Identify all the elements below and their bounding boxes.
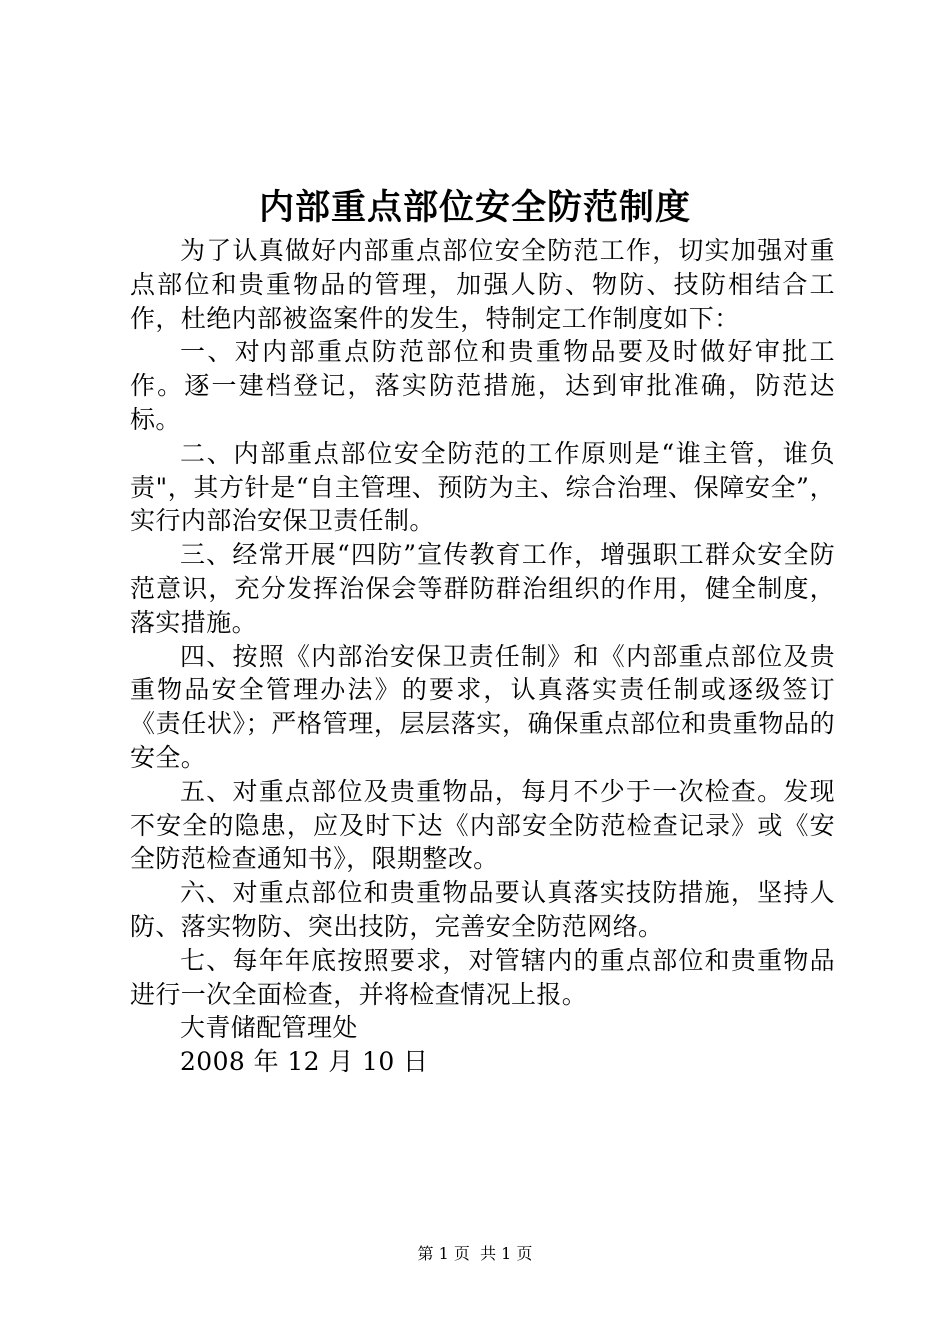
rule-paragraph-4: 四、按照《内部治安保卫责任制》和《内部重点部位及贵重物品安全管理办法》的要求，认真落实责任制或逐级签订《责任状》；严格管理，层层落实，确保重点部位和贵重物品的安全。 (130, 641, 835, 772)
rule-paragraph-2: 二、内部重点部位安全防范的工作原则是“谁主管，谁负责"，其方针是“自主管理、预防为主、综合治理、保障安全”，实行内部治安保卫责任制。 (130, 438, 835, 536)
page-total: 共 1 页 (480, 1244, 533, 1263)
rule-paragraph-5: 五、对重点部位及贵重物品，每月不少于一次检查。发现不安全的隐患，应及时下达《内部安全防范检查记录》或《安全防范检查通知书》，限期整改。 (130, 776, 835, 874)
footer-separator (470, 1244, 480, 1263)
signature-organization: 大青储配管理处 (180, 1013, 358, 1043)
page-number: 第 1 页 (417, 1244, 470, 1263)
intro-paragraph: 为了认真做好内部重点部位安全防范工作，切实加强对重点部位和贵重物品的管理，加强人防、物防、技防相结合工作，杜绝内部被盗案件的发生，特制定工作制度如下： (130, 236, 835, 333)
document-title: 内部重点部位安全防范制度 (258, 188, 691, 228)
signature-date: 2008 年 12 月 10 日 (180, 1047, 429, 1077)
page-footer (0, 1243, 950, 1265)
rule-paragraph-3: 三、经常开展“四防”宣传教育工作，增强职工群众安全防范意识，充分发挥治保会等群防群治组织的作用，健全制度，落实措施。 (130, 540, 835, 637)
rule-paragraph-6: 六、对重点部位和贵重物品要认真落实技防措施，坚持人防、落实物防、突出技防，完善安全防范网络。 (130, 878, 835, 941)
rule-paragraph-1: 一、对内部重点防范部位和贵重物品要及时做好审批工作。逐一建档登记，落实防范措施，达到审批准确，防范达标。 (130, 337, 835, 434)
document-body (130, 234, 835, 1079)
rule-paragraph-7: 七、每年年底按照要求，对管辖内的重点部位和贵重物品进行一次全面检查，并将检查情况上报。 (130, 945, 835, 1009)
